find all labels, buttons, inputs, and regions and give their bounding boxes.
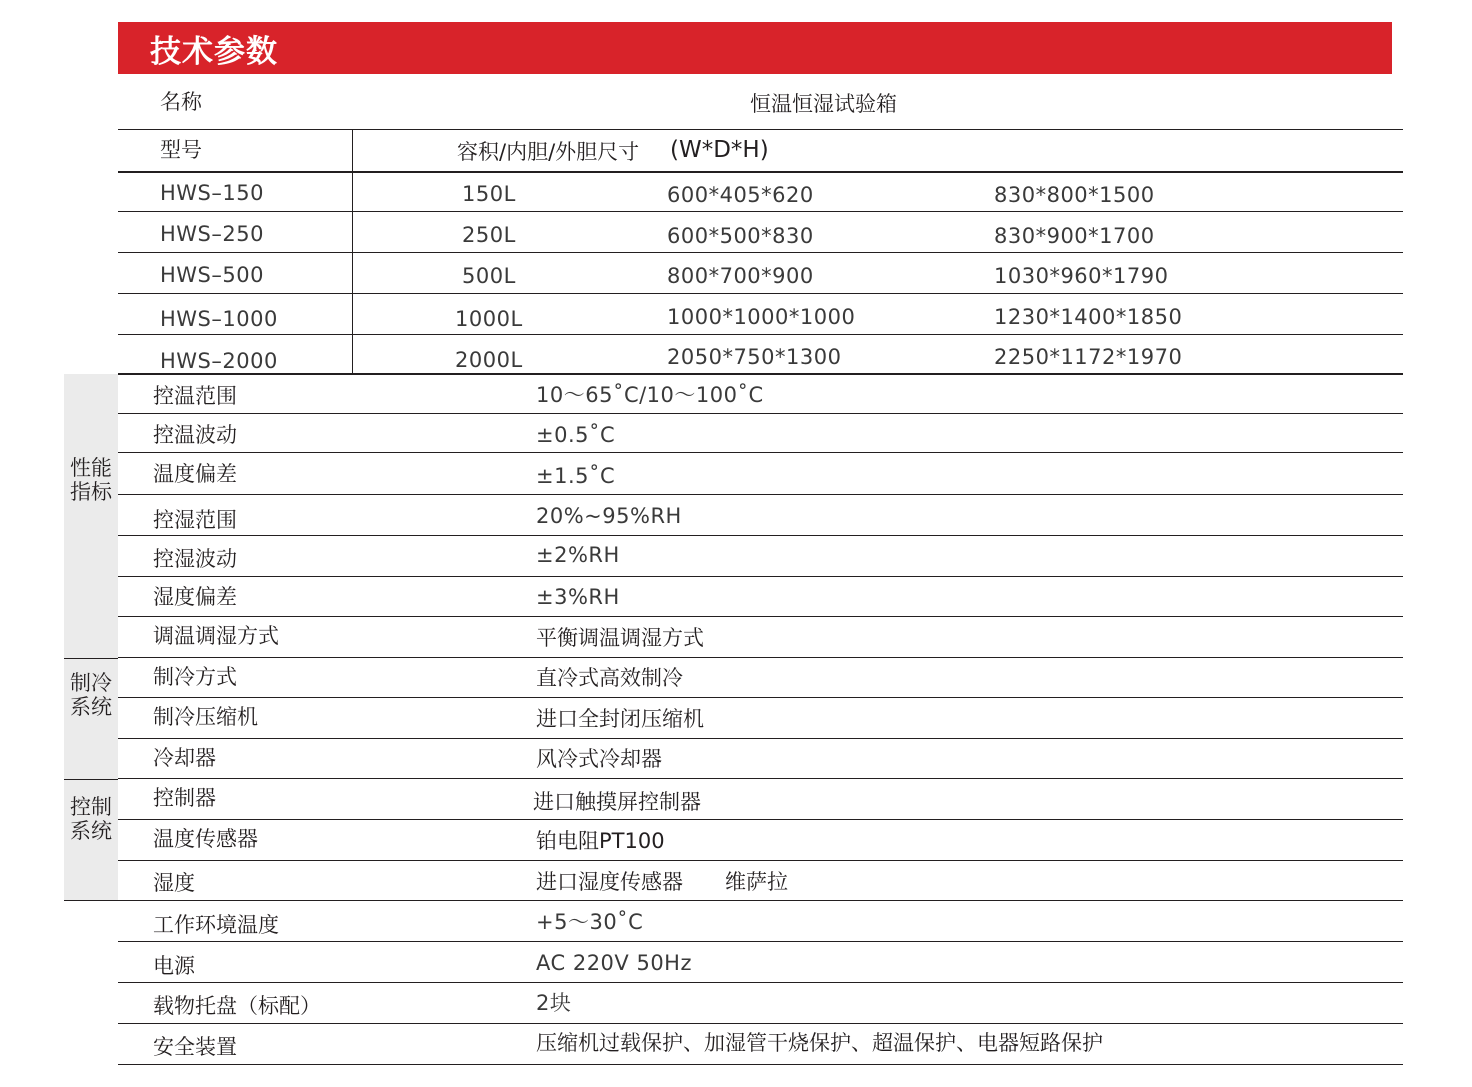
- spec-value: 2块: [536, 991, 572, 1015]
- divider: [118, 129, 1403, 130]
- spec-value: ±1.5˚C: [536, 464, 616, 488]
- inner-size-cell: 600*405*620: [667, 183, 814, 207]
- dims-label: 容积/内胆/外胆尺寸: [457, 140, 640, 164]
- spec-value: 压缩机过载保护、加湿管干烧保护、超温保护、电器短路保护: [536, 1031, 1103, 1055]
- group-label: 控制系统: [70, 795, 112, 843]
- divider: [118, 1023, 1403, 1024]
- spec-value: 20%~95%RH: [536, 504, 682, 528]
- spec-value: 风冷式冷却器: [536, 747, 662, 771]
- divider: [118, 293, 1403, 294]
- spec-value: +5～30˚C: [536, 910, 644, 934]
- divider: [118, 657, 1403, 658]
- section-header-banner: [118, 22, 1392, 74]
- spec-label: 湿度偏差: [153, 585, 237, 609]
- outer-size-cell: 1230*1400*1850: [994, 305, 1183, 329]
- group-refrigeration: [64, 659, 118, 779]
- outer-size-cell: 830*800*1500: [994, 183, 1155, 207]
- spec-label: 控温范围: [153, 384, 237, 408]
- volume-cell: 150L: [462, 182, 516, 206]
- model-cell: HWS–2000: [160, 349, 278, 373]
- spec-value: ±0.5˚C: [536, 423, 616, 447]
- spec-value: 进口湿度传感器 维萨拉: [536, 870, 788, 894]
- outer-size-cell: 1030*960*1790: [994, 264, 1169, 288]
- group-label: 性能指标: [70, 456, 112, 504]
- inner-size-cell: 600*500*830: [667, 224, 814, 248]
- model-cell: HWS–150: [160, 181, 264, 205]
- divider: [118, 334, 1403, 335]
- spec-label: 制冷方式: [153, 665, 237, 689]
- divider: [118, 900, 1403, 901]
- divider: [118, 778, 1403, 779]
- spec-label: 电源: [153, 954, 195, 978]
- divider: [118, 452, 1403, 453]
- spec-value: 10～65˚C/10～100˚C: [536, 383, 764, 407]
- spec-value: AC 220V 50Hz: [536, 951, 692, 975]
- volume-cell: 500L: [462, 264, 516, 288]
- volume-cell: 2000L: [455, 348, 523, 372]
- divider: [118, 494, 1403, 495]
- divider: [118, 211, 1403, 212]
- spec-value: 铂电阻PT100: [536, 829, 665, 853]
- group-label: 制冷系统: [70, 671, 112, 719]
- spec-label: 温度传感器: [153, 827, 258, 851]
- divider: [118, 252, 1403, 253]
- spec-value: ±3%RH: [536, 585, 620, 609]
- divider: [118, 941, 1403, 942]
- divider: [118, 819, 1403, 820]
- spec-value: 进口全封闭压缩机: [536, 707, 704, 731]
- inner-size-cell: 800*700*900: [667, 264, 814, 288]
- spec-value: 直冷式高效制冷: [536, 666, 683, 690]
- outer-size-cell: 830*900*1700: [994, 224, 1155, 248]
- model-cell: HWS–250: [160, 222, 264, 246]
- group-performance: [64, 374, 118, 658]
- divider: [118, 576, 1403, 577]
- divider: [118, 373, 1403, 375]
- spec-label: 制冷压缩机: [153, 705, 258, 729]
- volume-cell: 1000L: [455, 307, 523, 331]
- spec-label: 湿度: [153, 871, 195, 895]
- spec-label: 控湿范围: [153, 508, 237, 532]
- divider: [118, 535, 1403, 536]
- section-title: 技术参数: [150, 34, 278, 70]
- divider: [118, 860, 1403, 861]
- spec-label: 冷却器: [153, 746, 216, 770]
- spec-value: 平衡调温调湿方式: [536, 626, 704, 650]
- divider: [118, 697, 1403, 698]
- spec-label: 控制器: [153, 786, 216, 810]
- name-value: 恒温恒湿试验箱: [750, 92, 897, 116]
- spec-label: 工作环境温度: [153, 913, 279, 937]
- spec-label: 控湿波动: [153, 547, 237, 571]
- spec-label: 载物托盘（标配）: [153, 994, 321, 1018]
- divider: [118, 982, 1403, 983]
- model-cell: HWS–1000: [160, 307, 278, 331]
- dims-unit: (W*D*H): [670, 137, 769, 163]
- spec-value: 进口触摸屏控制器: [533, 790, 701, 814]
- divider: [118, 1064, 1403, 1065]
- spec-label: 调温调湿方式: [153, 624, 279, 648]
- name-label: 名称: [160, 90, 202, 114]
- divider: [118, 413, 1403, 414]
- spec-label: 安全装置: [153, 1035, 237, 1059]
- outer-size-cell: 2250*1172*1970: [994, 345, 1183, 369]
- spec-label: 温度偏差: [153, 462, 237, 486]
- spec-label: 控温波动: [153, 423, 237, 447]
- model-cell: HWS–500: [160, 263, 264, 287]
- volume-cell: 250L: [462, 223, 516, 247]
- divider: [118, 171, 1403, 173]
- model-label: 型号: [160, 138, 202, 162]
- divider: [118, 616, 1403, 617]
- divider: [64, 900, 118, 901]
- inner-size-cell: 2050*750*1300: [667, 345, 842, 369]
- group-control: [64, 780, 118, 900]
- inner-size-cell: 1000*1000*1000: [667, 305, 856, 329]
- spec-value: ±2%RH: [536, 543, 620, 567]
- divider: [118, 738, 1403, 739]
